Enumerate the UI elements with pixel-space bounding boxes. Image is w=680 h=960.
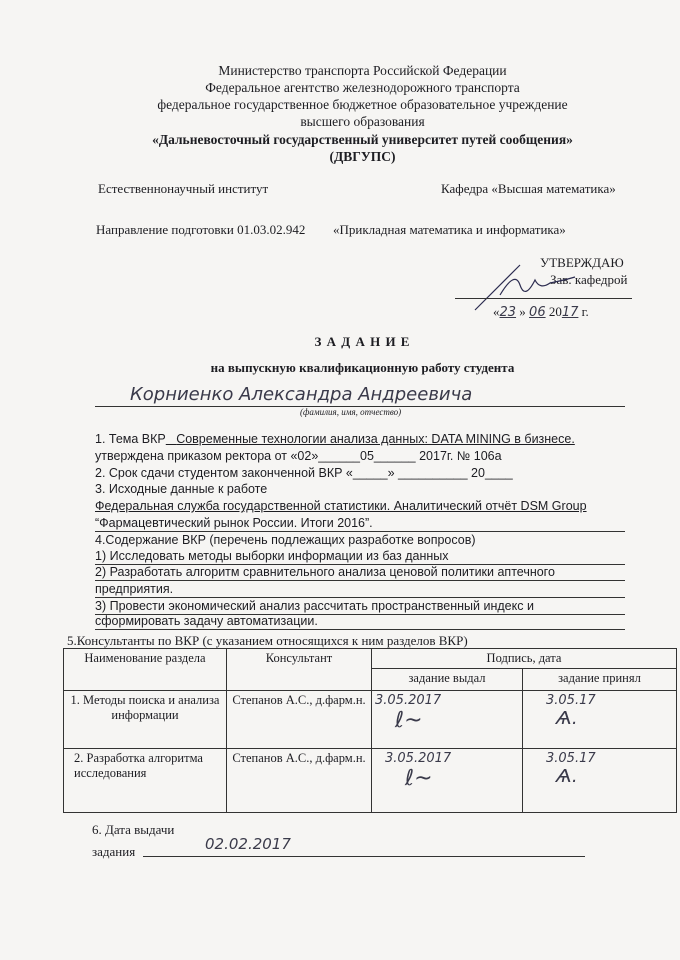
document-title: З А Д А Н И Е [314,334,411,349]
topic: 1. Тема ВКР Современные технологии анализа данных: DATA MINING в бизнесе. [95,432,575,446]
signature-icon: ℓ~ [395,708,423,733]
approval-role: Зав. кафедрой [550,272,628,287]
content-label: 4.Содержание ВКР (перечень подлежащих разработке вопросов) [95,533,476,547]
content-3a: 3) Провести экономический анализ рассчитать пространственный индекс и [95,599,534,613]
content-2b: предприятия. [95,582,174,596]
header-issued: задание выдал [372,669,523,691]
signature-icon: Ѧ. [556,708,578,729]
source-label: 3. Исходные данные к работе [95,482,268,496]
institution-type-line: федеральное государственное бюджетное образовательное учреждение [157,97,568,112]
header-consultant: Консультант [227,649,372,691]
row-accepted: 3.05.17 Ѧ. [523,691,677,749]
source-1: Федеральная служба государственной статистики. Аналитический отчёт DSM Group [95,499,587,513]
deadline: 2. Срок сдачи студентом законченной ВКР «_____» __________ 20____ [95,466,513,480]
institute: Естественнонаучный институт [98,181,269,196]
header-accepted: задание принял [523,669,677,691]
signature-icon: ℓ~ [405,766,433,791]
document-subtitle: на выпускную квалификационную работу студента [210,360,515,375]
content-3b: сформировать задачу автоматизации. [95,614,318,628]
signature-icon: Ѧ. [556,766,578,787]
issue-label-1: 6. Дата выдачи [92,822,175,837]
table-row [64,691,677,749]
issue-label-2: задания [92,844,136,859]
row-accepted: 3.05.17 Ѧ. [523,749,677,813]
consultants-label: 5.Консультанты по ВКР (с указанием относящихся к ним разделов ВКР) [67,633,468,648]
university-abbr: (ДВГУПС) [329,149,396,164]
content-1: 1) Исследовать методы выборки информации из баз данных [95,549,449,563]
direction-label: Направление подготовки 01.03.02.942 [96,222,306,237]
approval-title: УТВЕРЖДАЮ [540,255,624,270]
department: Кафедра «Высшая математика» [441,181,616,196]
source-2: “Фармацевтический рынок России. Итоги 2016”. [95,516,373,530]
row-section: 1. Методы поиска и анализа информации [64,691,227,749]
student-caption: (фамилия, имя, отчество) [300,407,402,417]
row-consultant: Степанов А.С., д.фарм.н. [227,749,372,813]
ministry-line: Министерство транспорта Российской Федерации [218,63,507,78]
content-2a: 2) Разработать алгоритм сравнительного анализа ценовой политики аптечного [95,565,555,579]
direction-name: «Прикладная математика и информатика» [333,222,566,237]
header-section: Наименование раздела [64,649,227,691]
university-name: «Дальневосточный государственный университет путей сообщения» [152,132,573,147]
issue-date: 02.02.2017 [205,835,291,853]
row-issued: 3.05.2017 ℓ~ [372,749,523,813]
student-name: Корниенко Александра Андреевича [130,384,473,405]
row-consultant: Степанов А.С., д.фарм.н. [227,691,372,749]
consultants-table [63,648,677,813]
header-sign: Подпись, дата [372,649,677,669]
row-issued: 3.05.2017 ℓ~ [372,691,523,749]
agency-line: Федеральное агентство железнодорожного транспорта [205,80,520,95]
table-row [64,749,677,813]
order: утверждена приказом ректора от «02»______05______ 2017г. № 106а [95,449,502,463]
approval-date: «23 » 06 2017 г. [493,304,589,320]
education-level-line: высшего образования [300,114,425,129]
row-section: 2. Разработка алгоритма исследования [64,749,227,813]
